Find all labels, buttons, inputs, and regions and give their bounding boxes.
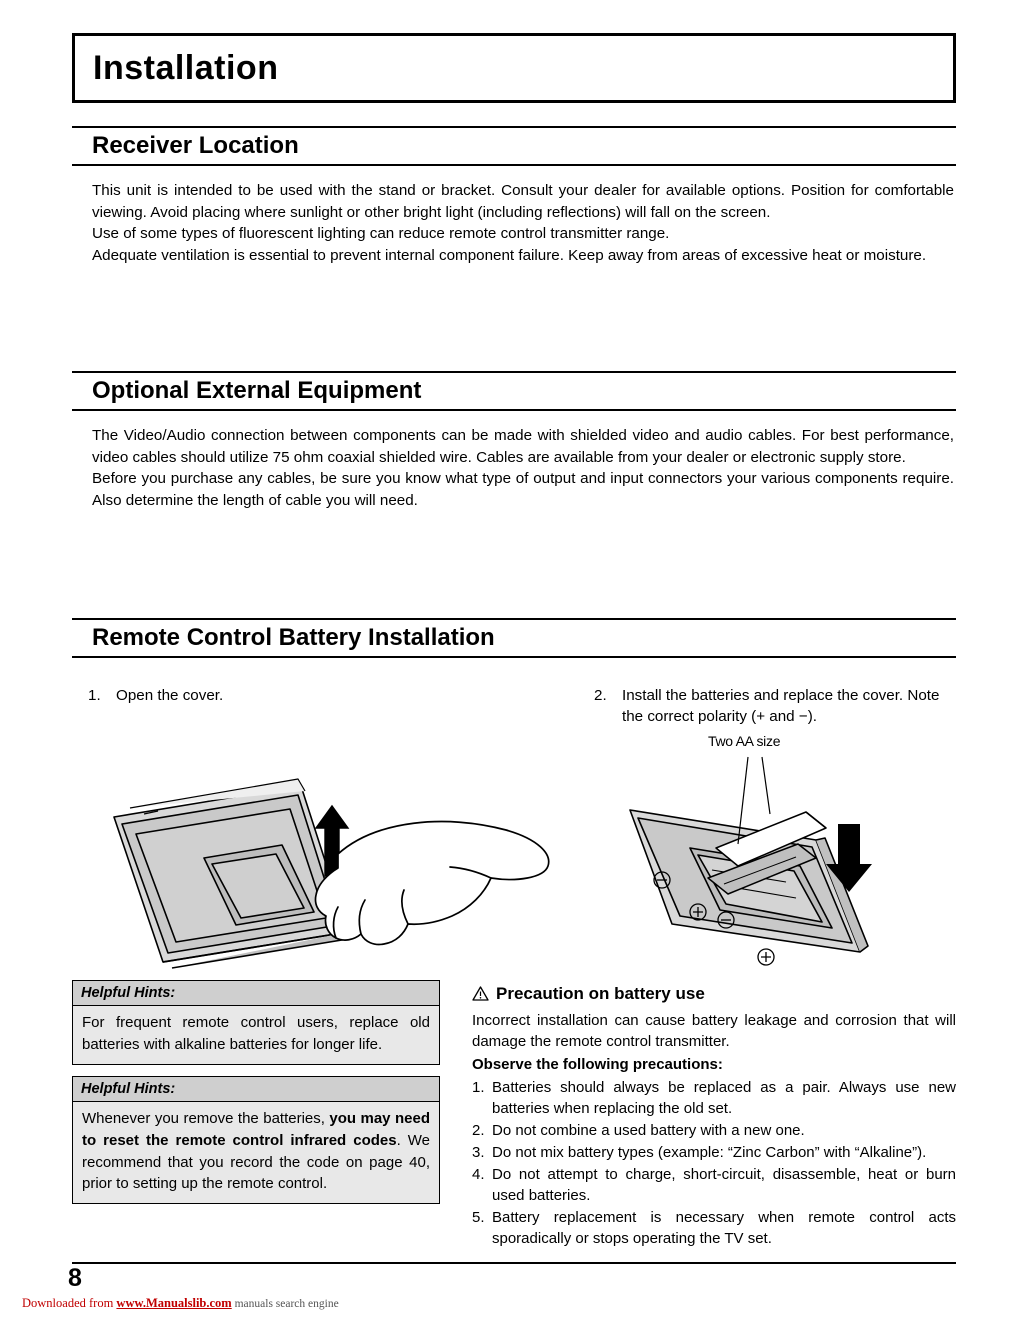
download-footer	[22, 1296, 339, 1311]
helpful-hints-box-1	[72, 980, 440, 1065]
paragraph: Adequate ventilation is essential to prevent internal component failure. Keep away from areas of excessive heat or moisture.	[92, 246, 927, 264]
step-2	[594, 686, 959, 728]
item-number: 4.	[472, 1165, 485, 1183]
two-aa-size-label: Two AA size	[708, 733, 781, 749]
section-remote-control-battery-installation	[72, 618, 956, 658]
precaution-intro: Incorrect installation can cause battery leakage and corrosion that will damage the remote control transmitter.	[472, 1011, 956, 1050]
item-number: 3.	[472, 1143, 485, 1161]
section-receiver-location	[72, 126, 956, 266]
item-text: Do not mix battery types (example: “Zinc Carbon” with “Alkaline”).	[492, 1143, 927, 1161]
helpful-hints-box-2	[72, 1076, 440, 1204]
paragraph: Before you purchase any cables, be sure you know what type of output and input connectors your various components require. Also determine the length of cable you will need.	[92, 470, 954, 509]
list-item	[472, 1077, 956, 1119]
step-text: Install the batteries and replace the cover. Note the correct polarity (+ and −).	[622, 687, 940, 725]
hint-text-pre: Whenever you remove the batteries,	[82, 1110, 330, 1127]
item-text: Batteries should always be replaced as a pair. Always use new batteries when replacing the old set.	[492, 1078, 956, 1117]
paragraph: Use of some types of fluorescent lighting can reduce remote control transmitter range.	[92, 225, 670, 243]
item-text: Battery replacement is necessary when remote control acts sporadically or stops operating the TV set.	[492, 1208, 956, 1247]
hint-title: Helpful Hints:	[73, 1077, 439, 1102]
item-text: Do not combine a used battery with a new one.	[492, 1121, 805, 1139]
hint-title: Helpful Hints:	[73, 981, 439, 1006]
precaution-observe: Observe the following precautions:	[472, 1055, 723, 1073]
hint-text-post: . We recommend that you record the code on page 40, prior to setting up the remote control.	[82, 1131, 430, 1193]
hint-body	[73, 1006, 439, 1064]
step-number: 1.	[88, 687, 101, 704]
paragraph: The Video/Audio connection between components can be made with shielded video and audio cables. For best performance, video cables should utilize 75 ohm coaxial shielded wire. Cables are available from your dealer or electronic supply store.	[92, 427, 954, 466]
page-title: Installation	[93, 48, 279, 87]
step-number: 2.	[594, 687, 607, 704]
step-1	[88, 686, 468, 707]
list-item	[472, 1142, 956, 1163]
section-heading-box	[72, 618, 956, 658]
list-item	[472, 1120, 956, 1141]
section-heading-box	[72, 371, 956, 411]
manualslib-link[interactable]: www.Manualslib.com	[116, 1296, 232, 1310]
section-optional-external-equipment	[72, 371, 956, 511]
warning-triangle-icon	[472, 986, 489, 1001]
precaution-block	[472, 982, 956, 1249]
section-heading: Remote Control Battery Installation	[92, 624, 495, 651]
precaution-list	[472, 1077, 956, 1249]
section-body	[72, 425, 956, 511]
item-number: 2.	[472, 1121, 485, 1139]
hint-text-bold: you may need to reset the remote control infrared codes	[82, 1110, 430, 1149]
item-number: 5.	[472, 1208, 485, 1226]
item-text: Do not attempt to charge, short-circuit, disassemble, heat or burn used batteries.	[492, 1165, 956, 1204]
hint-body	[73, 1102, 439, 1203]
precaution-heading-row	[472, 982, 956, 1006]
precaution-heading: Precaution on battery use	[496, 984, 705, 1003]
hint-text: For frequent remote control users, replace old batteries with alkaline batteries for longer life.	[82, 1014, 430, 1053]
paragraph: This unit is intended to be used with the stand or bracket. Consult your dealer for available options. Position for comfortable viewing. Avoid placing where sunlight or other bright light (including reflections) will fall on the screen.	[92, 182, 954, 221]
downloaded-from-text: Downloaded from	[22, 1296, 117, 1310]
footer-rule	[72, 1262, 956, 1264]
section-heading-box	[72, 126, 956, 166]
search-engine-text: manuals search engine	[231, 1298, 339, 1310]
page-title-box	[72, 33, 956, 103]
step-text: Open the cover.	[116, 687, 224, 704]
page-number: 8	[68, 1264, 82, 1292]
item-number: 1.	[472, 1078, 485, 1096]
illustration-open-cover	[86, 762, 556, 977]
section-body	[72, 180, 956, 266]
section-heading: Optional External Equipment	[92, 377, 422, 404]
section-heading: Receiver Location	[92, 132, 299, 159]
illustration-install-batteries	[620, 752, 920, 977]
list-item	[472, 1207, 956, 1249]
list-item	[472, 1164, 956, 1206]
